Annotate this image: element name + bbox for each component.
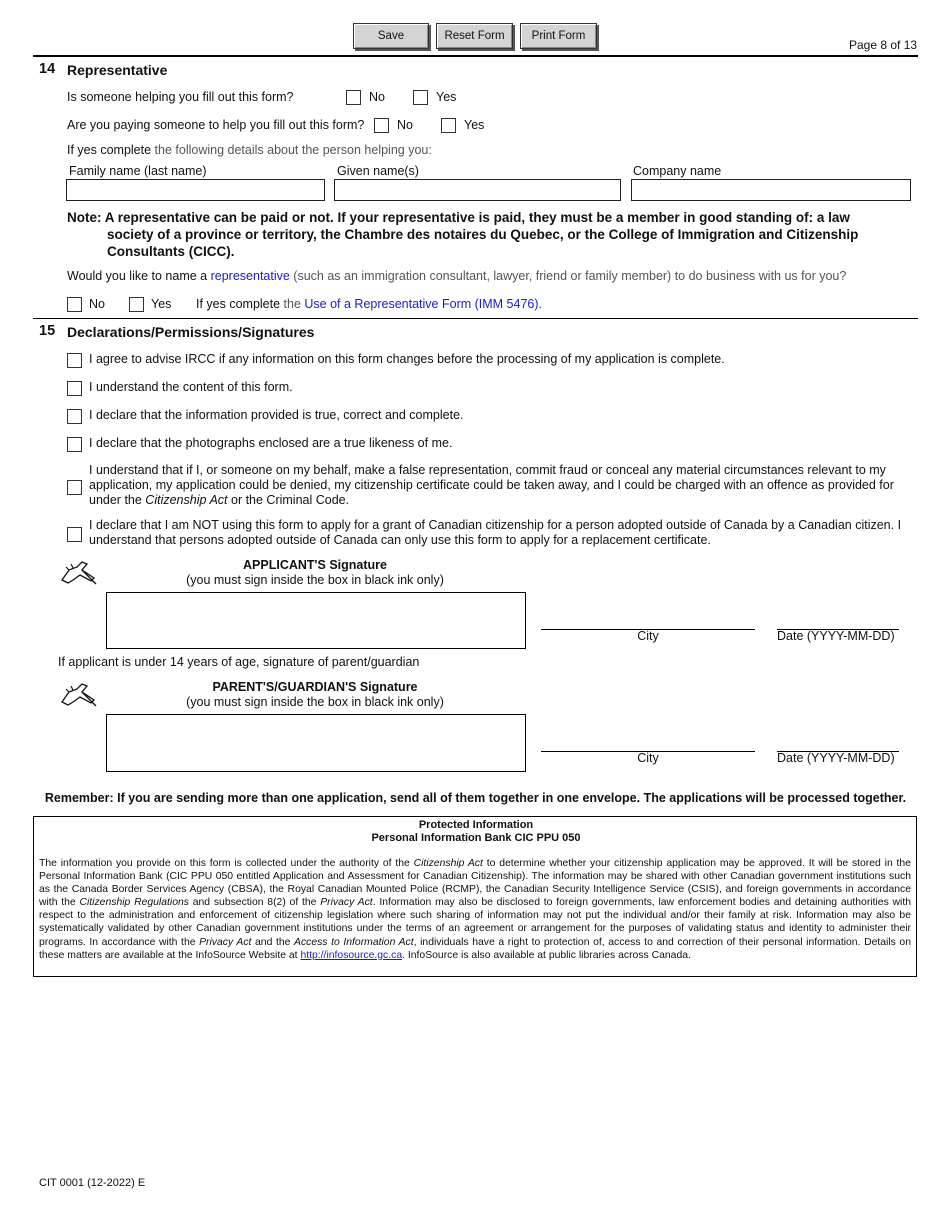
decl-photos-text: I declare that the photographs enclosed are a true likeness of me. bbox=[89, 436, 453, 450]
decl-true-checkbox[interactable] bbox=[67, 409, 82, 424]
parent-city-label: City bbox=[637, 751, 659, 765]
decl-not-adopted-text: I declare that I am NOT using this form to apply for a grant of Canadian citizenship for a person adopted outside of Canada by a Canadian citizen. I understand that persons adopted outside of Canada can only use this form to apply for a replacement certificate. bbox=[89, 518, 902, 547]
helping-no-checkbox[interactable] bbox=[346, 90, 361, 105]
helping-no-label: No bbox=[369, 90, 385, 104]
representative-note bbox=[67, 209, 907, 260]
would-like-text: Would you like to name a bbox=[67, 269, 211, 283]
decl-true-text: I declare that the information provided is true, correct and complete. bbox=[89, 408, 464, 422]
helper-details-instruction bbox=[67, 143, 432, 157]
decl-photos-checkbox[interactable] bbox=[67, 437, 82, 452]
pib-subtitle: Personal Information Bank CIC PPU 050 bbox=[371, 832, 581, 844]
pib-body-text bbox=[39, 857, 911, 962]
remember-note: Remember: If you are sending more than one application, send all of them together in one envelope. The applications will be processed together. bbox=[44, 791, 907, 805]
given-names-input[interactable] bbox=[334, 179, 621, 201]
paying-question: Are you paying someone to help you fill out this form? bbox=[67, 118, 365, 132]
pib-italic-5: Access to Information Act bbox=[294, 936, 414, 948]
applicant-signature-subtitle: (you must sign inside the box in black ink only) bbox=[186, 573, 444, 587]
decl-false-representation-text bbox=[89, 463, 909, 508]
name-representative-question bbox=[67, 269, 846, 283]
pib-text-7: . InfoSource is also available at public libraries across Canada. bbox=[402, 949, 691, 961]
applicant-signature-box[interactable] bbox=[106, 592, 526, 649]
if-yes-text: If yes complete bbox=[67, 143, 152, 157]
helping-yes-checkbox[interactable] bbox=[413, 90, 428, 105]
print-form-button[interactable]: Print Form bbox=[520, 23, 597, 49]
helping-yes-label: Yes bbox=[436, 90, 457, 104]
parent-date-label: Date (YYYY-MM-DD) bbox=[777, 751, 895, 765]
section-14-title: Representative bbox=[67, 62, 168, 78]
form-identifier: CIT 0001 (12-2022) E bbox=[39, 1177, 146, 1189]
protected-information-box bbox=[33, 816, 917, 977]
decl-not-adopted-checkbox[interactable] bbox=[67, 527, 82, 542]
decl-advise-checkbox[interactable] bbox=[67, 353, 82, 368]
paying-yes-checkbox[interactable] bbox=[441, 118, 456, 133]
under-14-note: If applicant is under 14 years of age, signature of parent/guardian bbox=[58, 655, 420, 669]
family-name-input[interactable] bbox=[66, 179, 325, 201]
note-line-2: society of a province or territory, the Chambre des notaires du Quebec, or the College of Immigration and Citizenship bbox=[107, 227, 859, 242]
parent-signature-title: PARENT'S/GUARDIAN'S Signature bbox=[212, 680, 418, 694]
helper-details-text: the following details about the person helping you: bbox=[151, 143, 432, 157]
decl5-citizenship-act: Citizenship Act bbox=[145, 493, 228, 507]
pib-italic-2: Citizenship Regulations bbox=[79, 897, 189, 909]
pib-text-1: The information you provide on this form is collected under the authority of the bbox=[39, 858, 414, 869]
representative-no-label: No bbox=[89, 297, 105, 311]
helping-question: Is someone helping you fill out this form? bbox=[67, 90, 294, 104]
paying-yes-label: Yes bbox=[464, 118, 485, 132]
note-line-3: Consultants (CICC). bbox=[107, 244, 235, 259]
save-button[interactable]: Save bbox=[353, 23, 429, 49]
representative-yes-label: Yes bbox=[151, 297, 172, 311]
top-divider bbox=[33, 55, 918, 57]
pib-text-6: , individuals have a right to protection of, access to and correction of their personal information. Details on these matters are available at the InfoSource Website at bbox=[39, 936, 911, 961]
signature-hand-icon bbox=[60, 680, 98, 708]
q3-the-text: the bbox=[280, 297, 305, 311]
decl-understand-checkbox[interactable] bbox=[67, 381, 82, 396]
decl-understand-text: I understand the content of this form. bbox=[89, 380, 293, 394]
representative-link[interactable]: representative bbox=[210, 269, 290, 283]
given-names-label: Given name(s) bbox=[337, 164, 419, 178]
paying-no-label: No bbox=[397, 118, 413, 132]
pib-text-5: and the bbox=[251, 936, 295, 948]
pib-italic-1: Citizenship Act bbox=[413, 858, 483, 869]
applicant-date-label: Date (YYYY-MM-DD) bbox=[777, 629, 895, 643]
decl5-part-b: or the Criminal Code. bbox=[227, 493, 350, 507]
note-line-1: Note: A representative can be paid or not. If your representative is paid, they must be a member in good standing of: a law bbox=[67, 210, 850, 225]
company-name-label: Company name bbox=[633, 164, 722, 178]
would-like-rest: (such as an immigration consultant, lawyer, friend or family member) to do business with us for you? bbox=[289, 269, 847, 283]
section-15-title: Declarations/Permissions/Signatures bbox=[67, 324, 315, 340]
imm5476-link[interactable]: Use of a Representative Form (IMM 5476). bbox=[304, 297, 542, 311]
representative-no-checkbox[interactable] bbox=[67, 297, 82, 312]
section-14-number: 14 bbox=[39, 61, 56, 77]
infosource-link[interactable]: http://infosource.gc.ca bbox=[300, 949, 403, 961]
pib-italic-3: Privacy Act bbox=[320, 897, 373, 909]
representative-yes-checkbox[interactable] bbox=[129, 297, 144, 312]
decl-false-representation-checkbox[interactable] bbox=[67, 480, 82, 495]
signature-hand-icon bbox=[60, 558, 98, 586]
section-15-number: 15 bbox=[39, 323, 56, 339]
page-indicator: Page 8 of 13 bbox=[849, 38, 918, 52]
decl-advise-text: I agree to advise IRCC if any information on this form changes before the processing of my application is complete. bbox=[89, 352, 725, 366]
pib-text-4: . Information may also be disclosed to foreign governments, law enforcement bodies and detaining authorities with respect to the administration and enforcement of citizenship legislation where such sharing of information may not put the individual and/or their family at risk. Information may also be systematically validated by other Canadian government institutions under the terms of an agreement or arrangement for the purposes of validating status and identity to administer their programs. In accordance with the bbox=[39, 897, 912, 948]
reset-form-button[interactable]: Reset Form bbox=[436, 23, 513, 49]
parent-signature-box[interactable] bbox=[106, 714, 526, 772]
pib-text-2: to determine whether your citizenship application may be approved. It will be stored in the Personal Information Bank (CIC PPU 050 entitled Application and Assessment for Canadian Citizenship). The information may be shared with other Canadian government institutions such as the Canada Border Services Agency (CBSA), the Royal Canadian Mounted Police (RCMP), the Canadian Security Intelligence Service (CSIS), and foreign governments in accordance with the bbox=[39, 858, 911, 909]
paying-no-checkbox[interactable] bbox=[374, 118, 389, 133]
applicant-signature-title: APPLICANT'S Signature bbox=[243, 558, 387, 572]
pib-italic-4: Privacy Act bbox=[199, 936, 252, 948]
section-divider bbox=[33, 318, 918, 319]
pib-text-3: and subsection 8(2) of the bbox=[188, 897, 321, 909]
imm5476-instruction bbox=[196, 297, 542, 311]
pib-title: Protected Information bbox=[418, 819, 534, 831]
parent-signature-subtitle: (you must sign inside the box in black ink only) bbox=[186, 695, 444, 709]
applicant-city-label: City bbox=[637, 629, 659, 643]
company-name-input[interactable] bbox=[631, 179, 911, 201]
q3-if-yes-text: If yes complete bbox=[196, 297, 281, 311]
family-name-label: Family name (last name) bbox=[69, 164, 207, 178]
decl5-part-a: I understand that if I, or someone on my behalf, make a false representation, commit fraud or conceal any material circumstances relevant to my application, my application could be denied, my citizenship certificate could be taken away, and I could be charged with an offence as provided for under the bbox=[89, 463, 894, 507]
